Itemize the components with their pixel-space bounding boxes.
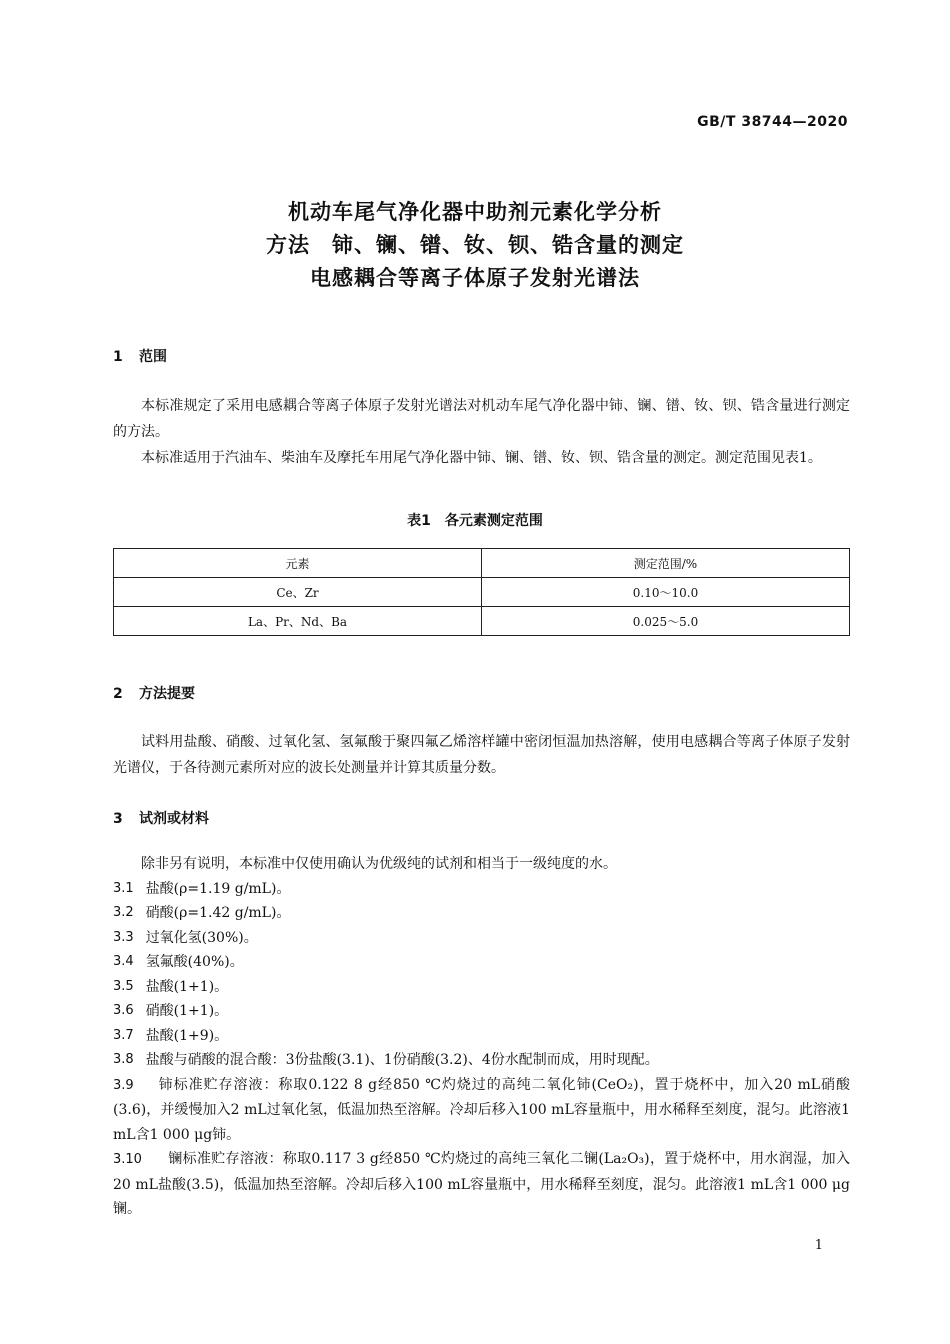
section-2-body [113,729,850,781]
item-text: 盐酸(1+9)。 [145,1027,229,1044]
list-item [113,1048,850,1073]
paragraph: 本标准适用于汽油车、柴油车及摩托车用尾气净化器中铈、镧、镨、钕、钡、锆含量的测定。测定范围见表1。 [141,450,822,466]
section-number: 1 [113,349,123,365]
item-text: 镧标准贮存溶液：称取0.117 3 g经850 ℃灼烧过的高纯三氧化二镧(La₂O₃)，置于烧杯中，用水润湿，加入20 mL盐酸(3.5)，低温加热至溶解。冷却后移入100 mL容量瓶中，用水稀释至刻度，混匀。此溶液1 mL含1 000 μg镧。 [113,1151,850,1217]
table-row [114,578,850,607]
list-item [113,926,850,951]
range-table [113,548,850,636]
section-title: 方法提要 [139,686,195,702]
title-line: 方法 铈、镧、镨、钕、钡、锆含量的测定 [266,233,684,257]
item-number: 3.8 [113,1052,134,1067]
item-number: 3.4 [113,954,134,969]
table-header-cell: 元素 [114,549,482,578]
table-caption-text: 各元素测定范围 [444,513,543,529]
table-cell: 0.025～5.0 [482,607,850,636]
title-line: 机动车尾气净化器中助剂元素化学分析 [288,200,662,224]
section-1-heading [113,346,167,366]
paragraph: 除非另有说明，本标准中仅使用确认为优级纯的试剂和相当于一级纯度的水。 [141,856,617,872]
section-2-heading [113,683,195,703]
item-number: 3.9 [113,1077,134,1093]
section-3-body [113,852,850,1222]
item-text: 硝酸(1+1)。 [145,1003,229,1019]
section-number: 2 [113,686,123,702]
item-number: 3.7 [113,1027,134,1043]
section-number: 3 [113,811,123,827]
section-1-body [113,393,850,471]
title-line: 电感耦合等离子体原子发射光谱法 [310,266,640,290]
list-item [113,1024,850,1049]
list-item [113,901,850,926]
list-item [113,975,850,1000]
item-text: 盐酸与硝酸的混合酸：3份盐酸(3.1)、1份硝酸(3.2)、4份水配制而成，用时现配。 [145,1052,659,1068]
table-header-row [114,549,850,578]
list-item [113,877,850,902]
section-title: 试剂或材料 [139,811,209,827]
table-cell: Ce、Zr [114,578,482,607]
item-number: 3.1 [113,880,134,896]
section-title: 范围 [139,349,167,365]
item-text: 过氧化氢(30%)。 [145,929,258,946]
page-number: 1 [814,1238,823,1253]
item-number: 3.2 [113,905,134,920]
paragraph: 本标准规定了采用电感耦合等离子体原子发射光谱法对机动车尾气净化器中铈、镧、镨、钕、钡、锆含量进行测定的方法。 [113,398,850,440]
list-item [113,950,850,975]
item-text: 氢氟酸(40%)。 [145,954,244,970]
item-text: 铈标准贮存溶液：称取0.122 8 g经850 ℃灼烧过的高纯二氧化铈(CeO₂)，置于烧杯中，加入20 mL硝酸(3.6)，并缓慢加入2 mL过氧化氢，低温加热至溶解。冷却后移入100 mL容量瓶中，用水稀释至刻度，混匀。此溶液1 mL含1 000 μg铈。 [113,1076,850,1143]
document-title [0,196,950,295]
item-text: 硝酸(ρ=1.42 g/mL)。 [145,905,291,921]
standard-number: GB/T 38744—2020 [697,114,848,130]
item-number: 3.10 [113,1152,142,1167]
item-number: 3.6 [113,1003,134,1018]
table-row [114,607,850,636]
list-item [113,1147,850,1222]
paragraph: 试料用盐酸、硝酸、过氧化氢、氢氟酸于聚四氟乙烯溶样罐中密闭恒温加热溶解，使用电感耦合等离子体原子发射光谱仪，于各待测元素所对应的波长处测量并计算其质量分数。 [113,734,850,776]
item-number: 3.5 [113,978,134,994]
table-caption [0,510,950,530]
item-number: 3.3 [113,929,134,945]
list-item [113,999,850,1024]
table-cell: 0.10～10.0 [482,578,850,607]
table-header-cell: 测定范围/% [482,549,850,578]
section-3-heading [113,808,209,828]
item-text: 盐酸(1+1)。 [145,978,229,995]
table-caption-number: 表1 [407,513,431,529]
table-cell: La、Pr、Nd、Ba [114,607,482,636]
item-text: 盐酸(ρ=1.19 g/mL)。 [145,880,291,897]
list-item [113,1073,850,1148]
